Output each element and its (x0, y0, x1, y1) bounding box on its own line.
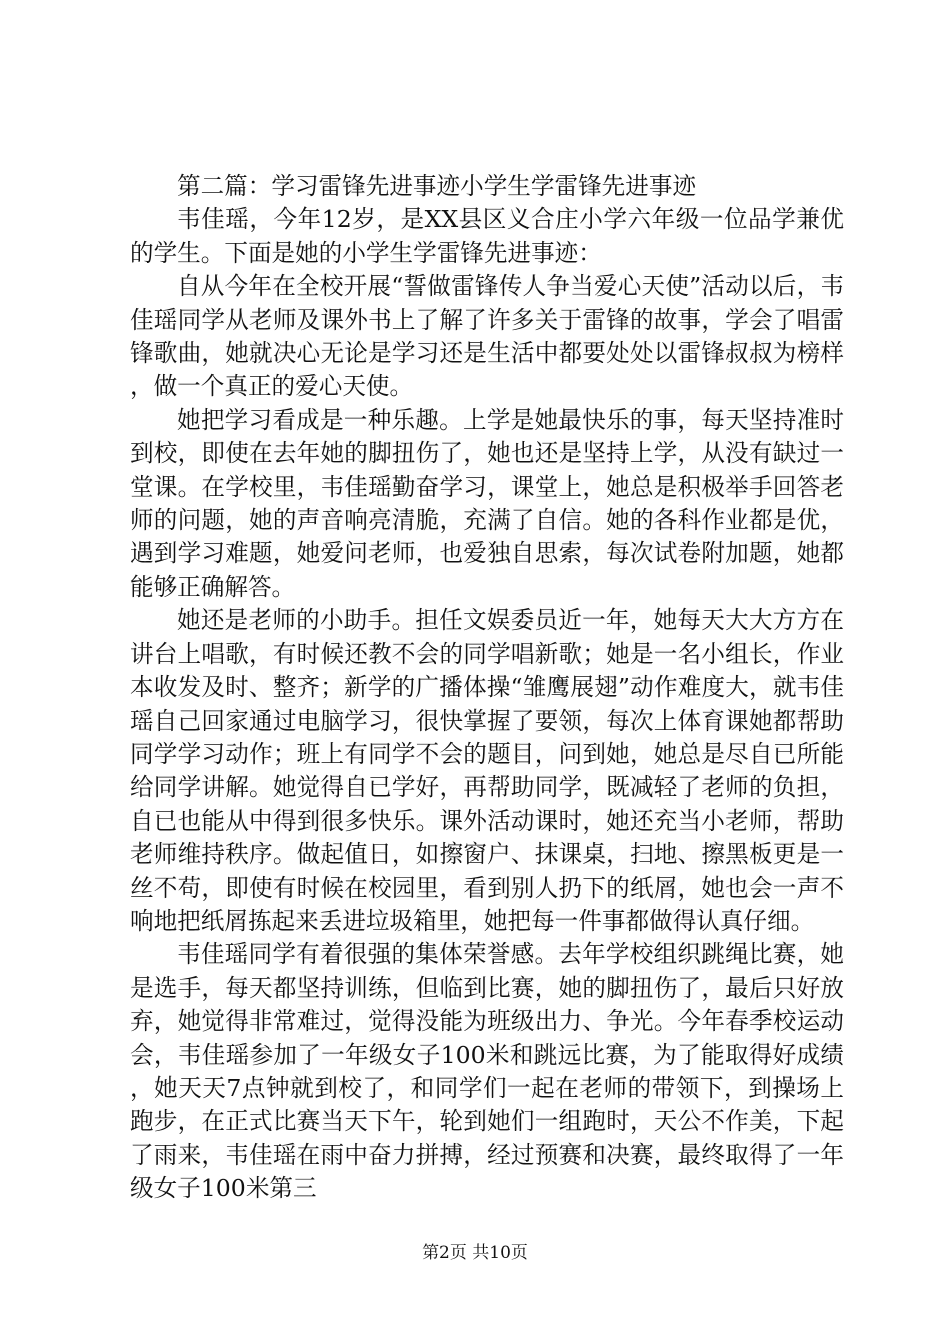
paragraph-activity: 自从今年在全校开展“誓做雷锋传人争当爱心天使”活动以后，韦佳瑶同学从老师及课外书上了解了许多关于雷锋的故事，学会了唱雷锋歌曲，她就决心无论是学习还是生活中都要处处以雷锋叔叔为榜样，做一个真正的爱心天使。 (130, 272, 844, 401)
paragraph-intro: 韦佳瑶，今年12岁，是XX县区义合庄小学六年级一位品学兼优的学生。下面是她的小学生学雷锋先进事迹： (130, 205, 844, 267)
paragraph-helper: 她还是老师的小助手。担任文娱委员近一年，她每天大大方方在讲台上唱歌，有时候还教不会的同学唱新歌；她是一名小组长，作业本收发及时、整齐；新学的广播体操“雏鹰展翅”动作难度大，就韦佳瑶自己回家通过电脑学习，很快掌握了要领，每次上体育课她都帮助同学学习动作；班上有同学不会的题目，问到她，她总是尽自已所能给同学讲解。她觉得自已学好，再帮助同学，既减轻了老师的负担，自已也能从中得到很多快乐。课外活动课时，她还充当小老师，帮助老师维持秩序。做起值日，如擦窗户、抹课桌，扫地、擦黑板更是一丝不苟，即使有时候在校园里，看到别人扔下的纸屑，她也会一声不响地把纸屑拣起来丢进垃圾箱里，她把每一件事都做得认真仔细。 (130, 606, 844, 935)
document-heading: 第二篇：学习雷锋先进事迹小学生学雷锋先进事迹 (177, 172, 697, 200)
paragraph-study: 她把学习看成是一种乐趣。上学是她最快乐的事，每天坚持准时到校，即使在去年她的脚扭伤了，她也还是坚持上学，从没有缺过一堂课。在学校里，韦佳瑶勤奋学习，课堂上，她总是积极举手回答老师的问题，她的声音响亮清脆，充满了自信。她的各科作业都是优，遇到学习难题，她爱问老师，也爱独自思索，每次试卷附加题，她都能够正确解答。 (130, 405, 844, 601)
page-footer: 第2页 共10页 (422, 1243, 528, 1263)
paragraph-honor: 韦佳瑶同学有着很强的集体荣誉感。去年学校组织跳绳比赛，她是选手，每天都坚持训练，但临到比赛，她的脚扭伤了，最后只好放弃，她觉得非常难过，觉得没能为班级出力、争光。今年春季校运动会，韦佳瑶参加了一年级女子100米和跳远比赛，为了能取得好成绩，她天天7点钟就到校了，和同学们一起在老师的带领下，到操场上跑步，在正式比赛当天下午，轮到她们一组跑时，天公不作美，下起了雨来，韦佳瑶在雨中奋力拼搏，经过预赛和决赛，最终取得了一年级女子100米第三 (130, 940, 844, 1203)
document-body (130, 170, 844, 1206)
